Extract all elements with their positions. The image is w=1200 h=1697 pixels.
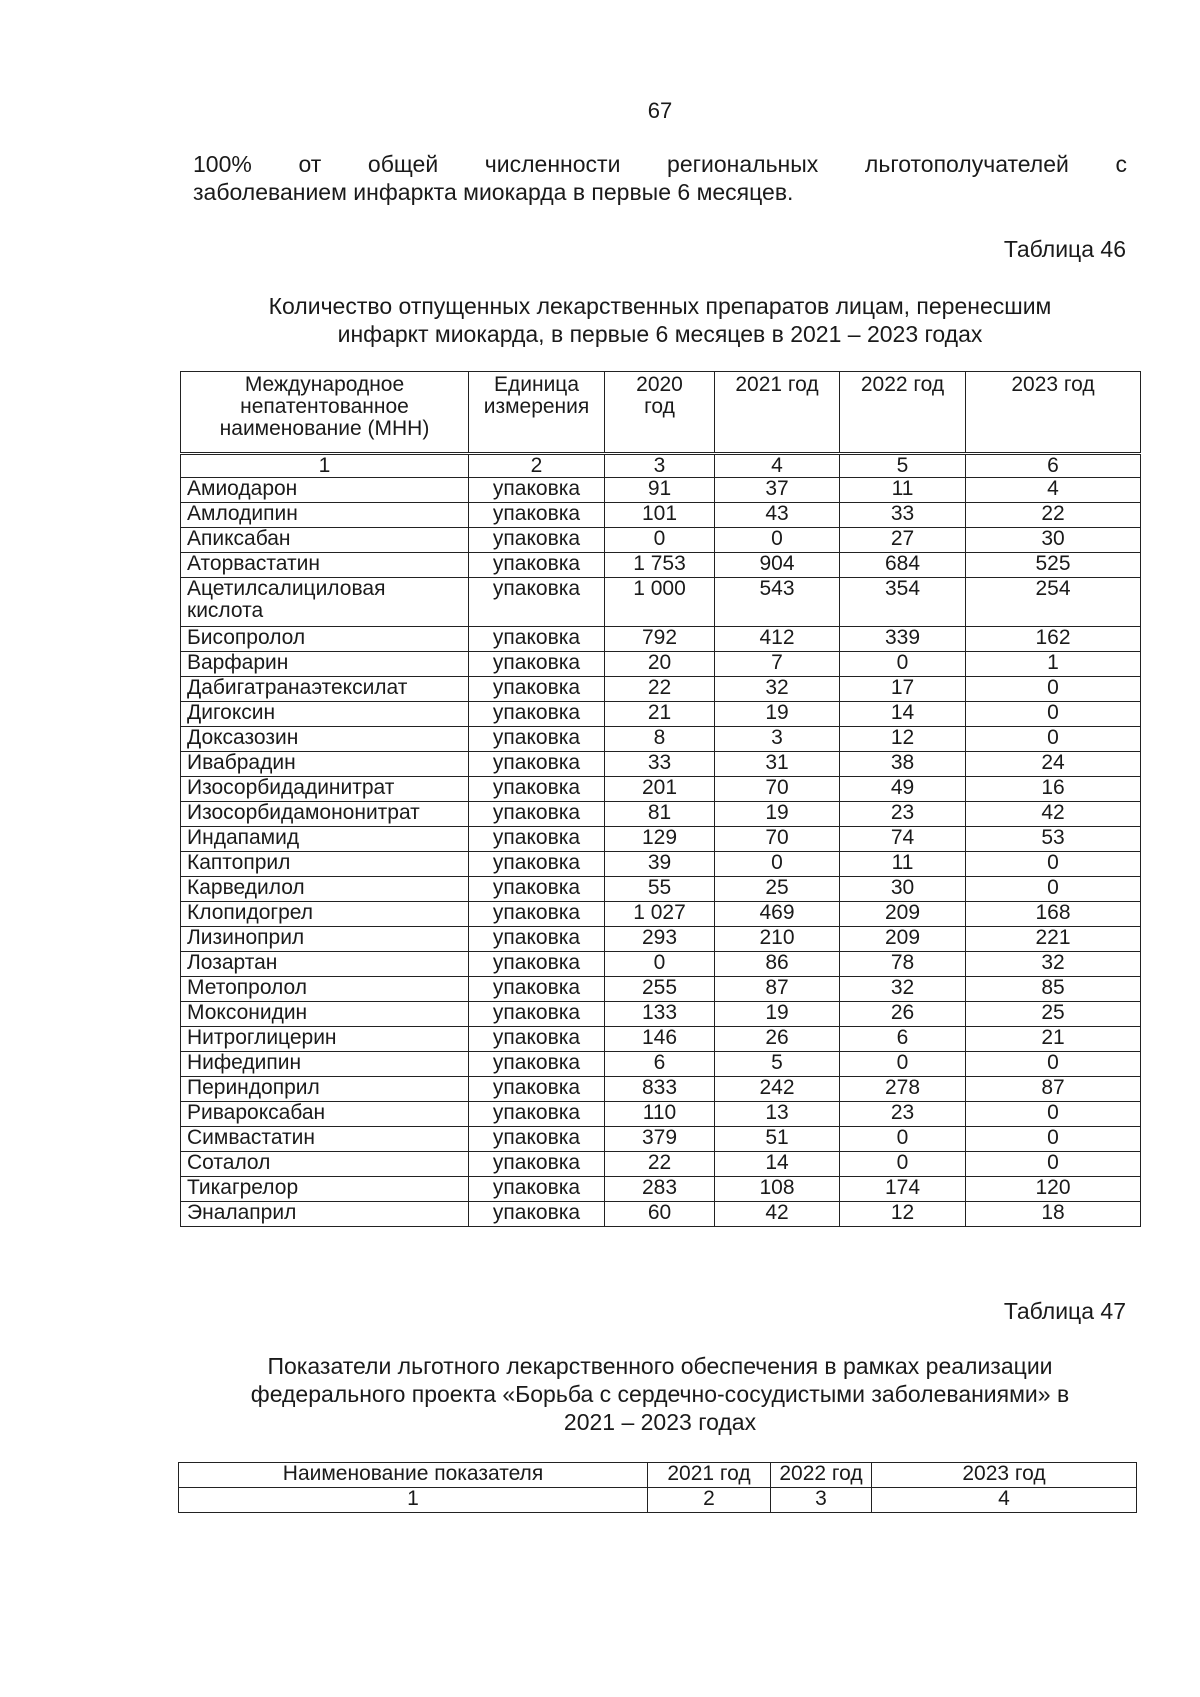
value-2022: 278 [840, 1077, 966, 1102]
value-2020: 22 [605, 677, 715, 702]
unit-cell: упаковка [469, 1152, 605, 1177]
value-2021: 904 [715, 553, 840, 578]
value-2021: 108 [715, 1177, 840, 1202]
value-2020: 1 027 [605, 902, 715, 927]
value-2020: 833 [605, 1077, 715, 1102]
drug-name: Метопролол [181, 977, 469, 1002]
value-2021: 87 [715, 977, 840, 1002]
unit-cell: упаковка [469, 1052, 605, 1077]
column-number: 4 [872, 1488, 1137, 1513]
drug-name: Аторвастатин [181, 553, 469, 578]
table-row [181, 827, 1141, 852]
table-47-title-line: 2021 – 2023 годах [563, 1409, 757, 1435]
table-row [181, 503, 1141, 528]
drug-name: Нитроглицерин [181, 1027, 469, 1052]
value-2022: 27 [840, 528, 966, 553]
unit-cell: упаковка [469, 877, 605, 902]
value-2020: 1 000 [605, 578, 715, 627]
table-row [181, 777, 1141, 802]
value-2023: 85 [966, 977, 1141, 1002]
value-2020: 201 [605, 777, 715, 802]
value-2023: 32 [966, 952, 1141, 977]
header-2022: 2022 год [771, 1463, 872, 1488]
value-2021: 43 [715, 503, 840, 528]
header-2020: 2020 год [605, 372, 715, 454]
table-row [181, 927, 1141, 952]
value-2020: 22 [605, 1152, 715, 1177]
value-2022: 12 [840, 727, 966, 752]
value-2020: 8 [605, 727, 715, 752]
value-2022: 174 [840, 1177, 966, 1202]
value-2022: 209 [840, 902, 966, 927]
header-2023: 2023 год [966, 372, 1141, 454]
header-2022: 2022 год [840, 372, 966, 454]
drug-name: Индапамид [181, 827, 469, 852]
intro-line: 100% от общей численности региональных льготополучателей с [193, 151, 1127, 177]
value-2021: 19 [715, 1002, 840, 1027]
value-2022: 78 [840, 952, 966, 977]
table-row [181, 852, 1141, 877]
value-2023: 0 [966, 1102, 1141, 1127]
table-row [181, 627, 1141, 652]
value-2021: 42 [715, 1202, 840, 1227]
table-row [181, 952, 1141, 977]
drug-name: Клопидогрел [181, 902, 469, 927]
page-number: 67 [647, 98, 673, 123]
table-row [181, 553, 1141, 578]
value-2021: 19 [715, 702, 840, 727]
value-2020: 55 [605, 877, 715, 902]
value-2020: 60 [605, 1202, 715, 1227]
value-2021: 0 [715, 528, 840, 553]
unit-cell: упаковка [469, 977, 605, 1002]
drug-name: Амлодипин [181, 503, 469, 528]
value-2020: 6 [605, 1052, 715, 1077]
value-2023: 0 [966, 1152, 1141, 1177]
value-2020: 21 [605, 702, 715, 727]
drug-name: Нифедипин [181, 1052, 469, 1077]
value-2023: 221 [966, 927, 1141, 952]
value-2021: 70 [715, 777, 840, 802]
unit-cell: упаковка [469, 777, 605, 802]
value-2023: 30 [966, 528, 1141, 553]
value-2020: 129 [605, 827, 715, 852]
table-header-row [181, 372, 1141, 454]
drug-name: Каптоприл [181, 852, 469, 877]
value-2020: 91 [605, 478, 715, 503]
drug-name: Амиодарон [181, 478, 469, 503]
table-row [181, 652, 1141, 677]
unit-cell: упаковка [469, 702, 605, 727]
header-unit: Единица измерения [469, 372, 605, 454]
table-row [181, 702, 1141, 727]
drug-name: Дигоксин [181, 702, 469, 727]
value-2021: 26 [715, 1027, 840, 1052]
table-row [181, 1102, 1141, 1127]
unit-cell: упаковка [469, 553, 605, 578]
unit-cell: упаковка [469, 802, 605, 827]
value-2022: 339 [840, 627, 966, 652]
value-2023: 16 [966, 777, 1141, 802]
table-row [181, 977, 1141, 1002]
drug-name: Ацетилсалициловая кислота [181, 578, 469, 627]
table-47-title-line: Показатели льготного лекарственного обеспечения в рамках реализации [267, 1353, 1053, 1379]
value-2021: 86 [715, 952, 840, 977]
drug-name: Эналаприл [181, 1202, 469, 1227]
value-2023: 0 [966, 877, 1141, 902]
unit-cell: упаковка [469, 1002, 605, 1027]
value-2023: 0 [966, 852, 1141, 877]
drug-name: Бисопролол [181, 627, 469, 652]
value-2021: 14 [715, 1152, 840, 1177]
table-row [181, 802, 1141, 827]
value-2023: 18 [966, 1202, 1141, 1227]
table-46-title-line: инфаркт миокарда, в первые 6 месяцев в 2021 – 2023 годах [337, 321, 983, 347]
table-row [181, 578, 1141, 627]
value-2023: 162 [966, 627, 1141, 652]
value-2022: 11 [840, 478, 966, 503]
value-2022: 30 [840, 877, 966, 902]
value-2022: 0 [840, 1152, 966, 1177]
value-2021: 37 [715, 478, 840, 503]
value-2022: 26 [840, 1002, 966, 1027]
value-2020: 39 [605, 852, 715, 877]
table-47-title [200, 1352, 1120, 1436]
unit-cell: упаковка [469, 852, 605, 877]
value-2023: 24 [966, 752, 1141, 777]
table-row [181, 877, 1141, 902]
unit-cell: упаковка [469, 727, 605, 752]
value-2022: 0 [840, 1052, 966, 1077]
value-2020: 0 [605, 952, 715, 977]
value-2023: 4 [966, 478, 1141, 503]
value-2020: 255 [605, 977, 715, 1002]
header-indicator-name: Наименование показателя [179, 1463, 648, 1488]
value-2021: 543 [715, 578, 840, 627]
column-number-row [179, 1488, 1137, 1513]
value-2021: 5 [715, 1052, 840, 1077]
value-2020: 33 [605, 752, 715, 777]
table-47-label: Таблица 47 [1003, 1298, 1126, 1324]
unit-cell: упаковка [469, 927, 605, 952]
table-row [181, 528, 1141, 553]
value-2022: 11 [840, 852, 966, 877]
value-2022: 23 [840, 802, 966, 827]
table-row [181, 1127, 1141, 1152]
drug-name: Карведилол [181, 877, 469, 902]
value-2023: 21 [966, 1027, 1141, 1052]
table-row [181, 1002, 1141, 1027]
drug-name: Лозартан [181, 952, 469, 977]
value-2022: 14 [840, 702, 966, 727]
value-2021: 70 [715, 827, 840, 852]
drug-name: Апиксабан [181, 528, 469, 553]
drug-name: Доксазозин [181, 727, 469, 752]
drug-name: Изосорбидадинитрат [181, 777, 469, 802]
column-number: 2 [648, 1488, 771, 1513]
table-row [181, 478, 1141, 503]
unit-cell: упаковка [469, 627, 605, 652]
table-row [181, 727, 1141, 752]
column-number: 3 [771, 1488, 872, 1513]
value-2021: 13 [715, 1102, 840, 1127]
column-number: 1 [179, 1488, 648, 1513]
value-2022: 0 [840, 652, 966, 677]
value-2021: 3 [715, 727, 840, 752]
value-2020: 20 [605, 652, 715, 677]
value-2023: 254 [966, 578, 1141, 627]
value-2021: 469 [715, 902, 840, 927]
value-2022: 74 [840, 827, 966, 852]
value-2020: 101 [605, 503, 715, 528]
value-2021: 412 [715, 627, 840, 652]
unit-cell: упаковка [469, 827, 605, 852]
unit-cell: упаковка [469, 652, 605, 677]
column-number: 1 [181, 454, 469, 478]
value-2020: 792 [605, 627, 715, 652]
table-row [181, 1202, 1141, 1227]
table-46-title [200, 292, 1120, 348]
value-2023: 0 [966, 1052, 1141, 1077]
value-2021: 25 [715, 877, 840, 902]
value-2022: 49 [840, 777, 966, 802]
unit-cell: упаковка [469, 952, 605, 977]
table-46-title-line: Количество отпущенных лекарственных препаратов лицам, перенесшим [268, 293, 1052, 319]
drug-name: Ривароксабан [181, 1102, 469, 1127]
value-2023: 0 [966, 702, 1141, 727]
header-2021: 2021 год [648, 1463, 771, 1488]
drug-name: Тикагрелор [181, 1177, 469, 1202]
drug-name: Лизиноприл [181, 927, 469, 952]
unit-cell: упаковка [469, 1202, 605, 1227]
value-2022: 33 [840, 503, 966, 528]
value-2023: 87 [966, 1077, 1141, 1102]
value-2022: 38 [840, 752, 966, 777]
unit-cell: упаковка [469, 528, 605, 553]
value-2022: 354 [840, 578, 966, 627]
value-2022: 209 [840, 927, 966, 952]
table-row [181, 1027, 1141, 1052]
table-46 [180, 371, 1141, 1227]
value-2023: 0 [966, 677, 1141, 702]
unit-cell: упаковка [469, 578, 605, 627]
drug-name: Симвастатин [181, 1127, 469, 1152]
value-2023: 22 [966, 503, 1141, 528]
table-row [181, 1152, 1141, 1177]
value-2020: 379 [605, 1127, 715, 1152]
value-2021: 0 [715, 852, 840, 877]
value-2020: 1 753 [605, 553, 715, 578]
intro-line: заболеванием инфаркта миокарда в первые 6 месяцев. [193, 179, 794, 205]
intro-paragraph [193, 150, 1127, 206]
value-2023: 0 [966, 727, 1141, 752]
table-row [181, 677, 1141, 702]
value-2020: 283 [605, 1177, 715, 1202]
table-row [181, 1077, 1141, 1102]
value-2020: 133 [605, 1002, 715, 1027]
drug-name: Варфарин [181, 652, 469, 677]
value-2021: 51 [715, 1127, 840, 1152]
unit-cell: упаковка [469, 1127, 605, 1152]
value-2021: 7 [715, 652, 840, 677]
drug-name: Периндоприл [181, 1077, 469, 1102]
value-2023: 0 [966, 1127, 1141, 1152]
unit-cell: упаковка [469, 752, 605, 777]
value-2020: 110 [605, 1102, 715, 1127]
unit-cell: упаковка [469, 677, 605, 702]
table-47-title-line: федерального проекта «Борьба с сердечно-сосудистыми заболеваниями» в [250, 1381, 1070, 1407]
table-row [181, 1052, 1141, 1077]
column-number: 2 [469, 454, 605, 478]
value-2021: 32 [715, 677, 840, 702]
unit-cell: упаковка [469, 1077, 605, 1102]
column-number-row [181, 454, 1141, 478]
value-2023: 53 [966, 827, 1141, 852]
table-row [181, 752, 1141, 777]
drug-name: Изосорбидамононитрат [181, 802, 469, 827]
value-2021: 242 [715, 1077, 840, 1102]
value-2020: 0 [605, 528, 715, 553]
value-2023: 120 [966, 1177, 1141, 1202]
drug-name: Моксонидин [181, 1002, 469, 1027]
column-number: 5 [840, 454, 966, 478]
value-2022: 32 [840, 977, 966, 1002]
column-number: 4 [715, 454, 840, 478]
value-2022: 6 [840, 1027, 966, 1052]
header-2021: 2021 год [715, 372, 840, 454]
unit-cell: упаковка [469, 503, 605, 528]
header-mnn: Международное непатентованное наименование (МНН) [181, 372, 469, 454]
unit-cell: упаковка [469, 902, 605, 927]
value-2023: 525 [966, 553, 1141, 578]
value-2022: 17 [840, 677, 966, 702]
table-row [181, 1177, 1141, 1202]
drug-name: Дабигатранаэтексилат [181, 677, 469, 702]
table-47 [178, 1462, 1137, 1513]
value-2021: 31 [715, 752, 840, 777]
unit-cell: упаковка [469, 1027, 605, 1052]
value-2020: 81 [605, 802, 715, 827]
value-2021: 210 [715, 927, 840, 952]
value-2023: 1 [966, 652, 1141, 677]
column-number: 3 [605, 454, 715, 478]
drug-name: Ивабрадин [181, 752, 469, 777]
table-46-label: Таблица 46 [1003, 236, 1126, 262]
table-header-row [179, 1463, 1137, 1488]
value-2022: 12 [840, 1202, 966, 1227]
value-2023: 25 [966, 1002, 1141, 1027]
value-2022: 0 [840, 1127, 966, 1152]
value-2023: 168 [966, 902, 1141, 927]
unit-cell: упаковка [469, 478, 605, 503]
unit-cell: упаковка [469, 1102, 605, 1127]
value-2021: 19 [715, 802, 840, 827]
value-2020: 293 [605, 927, 715, 952]
value-2023: 42 [966, 802, 1141, 827]
unit-cell: упаковка [469, 1177, 605, 1202]
column-number: 6 [966, 454, 1141, 478]
header-2023: 2023 год [872, 1463, 1137, 1488]
value-2022: 23 [840, 1102, 966, 1127]
table-row [181, 902, 1141, 927]
value-2022: 684 [840, 553, 966, 578]
value-2020: 146 [605, 1027, 715, 1052]
drug-name: Соталол [181, 1152, 469, 1177]
